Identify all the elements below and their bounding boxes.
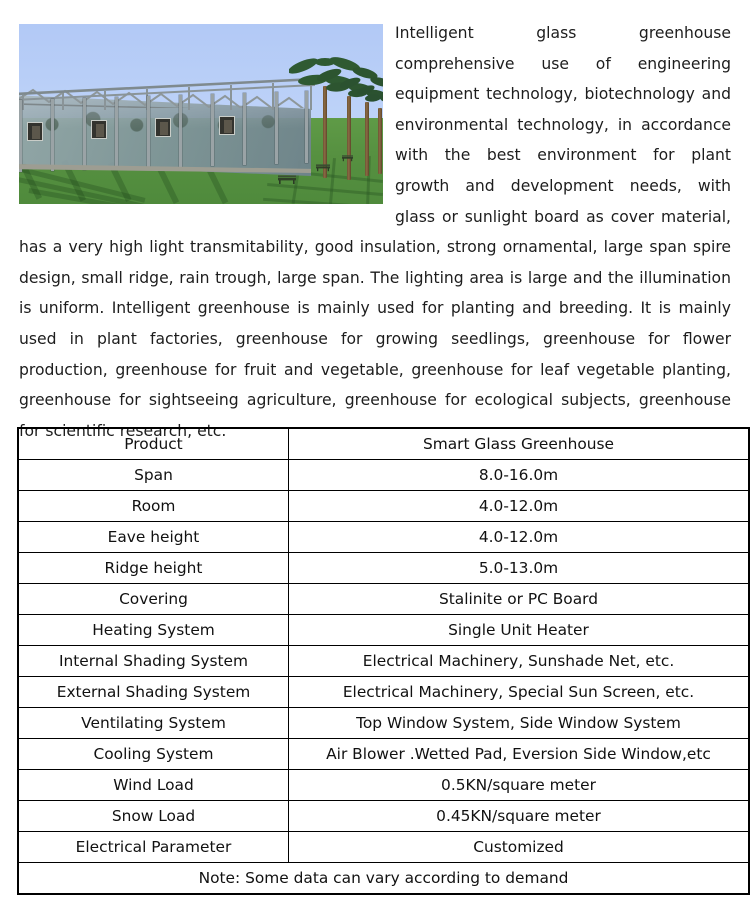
- park-bench: [315, 164, 331, 172]
- spec-label: Heating System: [18, 615, 289, 646]
- spec-label: Ventilating System: [18, 708, 289, 739]
- spec-label: Covering: [18, 584, 289, 615]
- table-row: [18, 460, 749, 491]
- spec-label: Span: [18, 460, 289, 491]
- frame-column: [115, 97, 118, 169]
- spec-value: Electrical Machinery, Special Sun Screen, etc.: [289, 677, 750, 708]
- spec-value: Top Window System, Side Window System: [289, 708, 750, 739]
- side-window-vent: [27, 122, 43, 141]
- spec-value: Single Unit Heater: [289, 615, 750, 646]
- specification-table-wrapper: [17, 427, 731, 895]
- table-row: [18, 553, 749, 584]
- spec-label: Room: [18, 491, 289, 522]
- spec-label: Internal Shading System: [18, 646, 289, 677]
- spec-value: 4.0-12.0m: [289, 491, 750, 522]
- spec-value: Electrical Machinery, Sunshade Net, etc.: [289, 646, 750, 677]
- spec-label: External Shading System: [18, 677, 289, 708]
- spec-label: Ridge height: [18, 553, 289, 584]
- frame-column: [243, 93, 246, 165]
- greenhouse-structure: [19, 78, 315, 182]
- table-row: [18, 832, 749, 863]
- side-window-vent: [155, 118, 171, 137]
- spec-label: Product: [18, 428, 289, 460]
- frame-column: [275, 92, 278, 164]
- park-bench: [277, 175, 297, 185]
- table-row: [18, 615, 749, 646]
- table-row: [18, 522, 749, 553]
- table-note: Note: Some data can vary according to demand: [18, 863, 749, 895]
- spec-label: Cooling System: [18, 739, 289, 770]
- table-row: [18, 428, 749, 460]
- spec-label: Wind Load: [18, 770, 289, 801]
- frame-column: [211, 94, 214, 166]
- spec-value: Customized: [289, 832, 750, 863]
- frame-column: [179, 95, 182, 167]
- table-row: [18, 677, 749, 708]
- frame-column: [147, 96, 150, 168]
- spec-value: 0.5KN/square meter: [289, 770, 750, 801]
- frame-column: [83, 98, 86, 170]
- park-bench: [341, 155, 354, 162]
- table-row: [18, 801, 749, 832]
- table-row: [18, 770, 749, 801]
- table-row: [18, 708, 749, 739]
- spec-label: Electrical Parameter: [18, 832, 289, 863]
- description-paragraph: Intelligent glass greenhouse comprehensive use of engineering equipment technology, biotechnology and environmental technology, in accordance with the best environment for plant growth and development needs, with glass or sunlight board as cover material, has a very high light transmitability, good insulation, strong ornamental, large span spire design, small ridge, rain trough, large span. The lighting area is large and the illumination is uniform. Intelligent greenhouse is mainly used for planting and breeding. It is mainly used in plant factories, greenhouse for growing seedlings, greenhouse for flower production, greenhouse for fruit and vegetable, greenhouse for leaf vegetable planting, greenhouse for sightseeing agriculture, greenhouse for ecological subjects, greenhouse for scientific research, etc.: [19, 24, 731, 440]
- specification-table: [17, 427, 750, 895]
- spec-label: Snow Load: [18, 801, 289, 832]
- table-note-row: [18, 863, 749, 895]
- page-content: [19, 18, 731, 446]
- spec-value: 0.45KN/square meter: [289, 801, 750, 832]
- palm-tree: [367, 82, 383, 174]
- spec-value: Smart Glass Greenhouse: [289, 428, 750, 460]
- spec-value: 8.0-16.0m: [289, 460, 750, 491]
- overhead-truss: [19, 76, 315, 110]
- table-row: [18, 584, 749, 615]
- greenhouse-render-image: [19, 24, 383, 204]
- spec-value: Stalinite or PC Board: [289, 584, 750, 615]
- table-row: [18, 739, 749, 770]
- spec-value: 5.0-13.0m: [289, 553, 750, 584]
- side-window-vent: [219, 116, 235, 135]
- frame-column: [19, 100, 22, 172]
- table-row: [18, 646, 749, 677]
- spec-label: Eave height: [18, 522, 289, 553]
- spec-value: Air Blower .Wetted Pad, Eversion Side Window,etc: [289, 739, 750, 770]
- table-row: [18, 491, 749, 522]
- frame-column: [51, 99, 54, 171]
- side-window-vent: [91, 120, 107, 139]
- spec-value: 4.0-12.0m: [289, 522, 750, 553]
